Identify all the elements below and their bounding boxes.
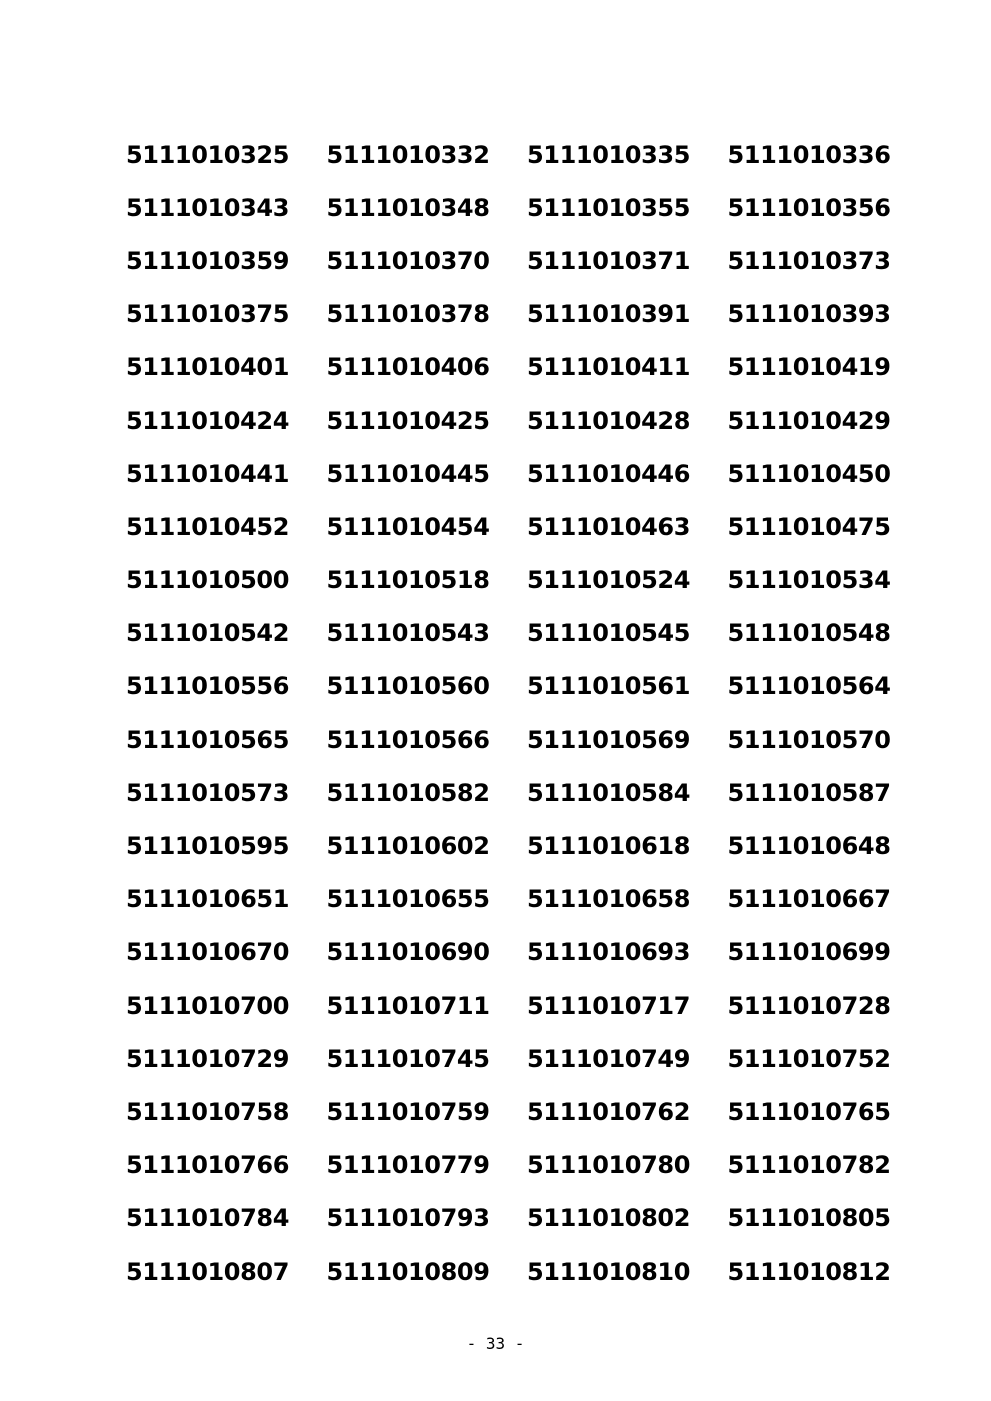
number-cell: 5111010711 bbox=[326, 991, 490, 1020]
number-cell: 5111010690 bbox=[326, 938, 490, 967]
number-row bbox=[126, 660, 891, 713]
number-cell: 5111010582 bbox=[326, 778, 490, 807]
number-cell: 5111010667 bbox=[727, 885, 891, 914]
number-cell: 5111010411 bbox=[527, 353, 690, 382]
number-cell: 5111010556 bbox=[126, 672, 289, 701]
number-row bbox=[126, 873, 891, 926]
number-cell: 5111010782 bbox=[727, 1151, 891, 1180]
number-cell: 5111010717 bbox=[527, 991, 690, 1020]
number-cell: 5111010375 bbox=[126, 300, 289, 329]
number-row bbox=[126, 1032, 891, 1085]
number-cell: 5111010807 bbox=[126, 1257, 289, 1286]
number-row bbox=[126, 1192, 891, 1245]
number-cell: 5111010561 bbox=[527, 672, 690, 701]
number-cell: 5111010573 bbox=[126, 778, 289, 807]
number-grid bbox=[126, 128, 891, 1298]
number-cell: 5111010450 bbox=[727, 459, 891, 488]
number-cell: 5111010802 bbox=[527, 1204, 690, 1233]
number-cell: 5111010500 bbox=[126, 566, 289, 595]
number-cell: 5111010524 bbox=[527, 566, 690, 595]
number-cell: 5111010429 bbox=[727, 406, 891, 435]
number-cell: 5111010648 bbox=[727, 832, 891, 861]
number-cell: 5111010355 bbox=[527, 193, 690, 222]
page-number: - 33 - bbox=[466, 1334, 525, 1353]
number-cell: 5111010762 bbox=[527, 1097, 690, 1126]
number-cell: 5111010560 bbox=[326, 672, 490, 701]
number-cell: 5111010428 bbox=[527, 406, 690, 435]
number-row bbox=[126, 554, 891, 607]
number-cell: 5111010452 bbox=[126, 512, 289, 541]
number-row bbox=[126, 181, 891, 234]
number-cell: 5111010393 bbox=[727, 300, 891, 329]
number-cell: 5111010406 bbox=[326, 353, 490, 382]
number-cell: 5111010759 bbox=[326, 1097, 490, 1126]
number-cell: 5111010805 bbox=[727, 1204, 891, 1233]
number-cell: 5111010758 bbox=[126, 1097, 289, 1126]
number-cell: 5111010587 bbox=[727, 778, 891, 807]
number-row bbox=[126, 500, 891, 553]
number-cell: 5111010784 bbox=[126, 1204, 289, 1233]
number-cell: 5111010424 bbox=[126, 406, 289, 435]
number-cell: 5111010655 bbox=[326, 885, 490, 914]
number-row bbox=[126, 979, 891, 1032]
number-row bbox=[126, 766, 891, 819]
number-row bbox=[126, 341, 891, 394]
number-cell: 5111010446 bbox=[527, 459, 690, 488]
number-cell: 5111010765 bbox=[727, 1097, 891, 1126]
number-cell: 5111010780 bbox=[527, 1151, 690, 1180]
number-cell: 5111010343 bbox=[126, 193, 289, 222]
number-cell: 5111010542 bbox=[126, 619, 289, 648]
number-cell: 5111010651 bbox=[126, 885, 289, 914]
number-cell: 5111010810 bbox=[527, 1257, 690, 1286]
number-cell: 5111010595 bbox=[126, 832, 289, 861]
number-cell: 5111010566 bbox=[326, 725, 490, 754]
number-row bbox=[126, 1139, 891, 1192]
number-cell: 5111010729 bbox=[126, 1044, 289, 1073]
number-cell: 5111010809 bbox=[326, 1257, 490, 1286]
number-row bbox=[126, 819, 891, 872]
number-cell: 5111010584 bbox=[527, 778, 690, 807]
number-cell: 5111010658 bbox=[527, 885, 690, 914]
number-cell: 5111010693 bbox=[527, 938, 690, 967]
number-row bbox=[126, 1085, 891, 1138]
number-row bbox=[126, 128, 891, 181]
number-cell: 5111010548 bbox=[727, 619, 891, 648]
number-row bbox=[126, 1245, 891, 1298]
number-cell: 5111010371 bbox=[527, 246, 690, 275]
number-cell: 5111010545 bbox=[527, 619, 690, 648]
number-cell: 5111010378 bbox=[326, 300, 490, 329]
number-cell: 5111010356 bbox=[727, 193, 891, 222]
number-cell: 5111010445 bbox=[326, 459, 490, 488]
number-cell: 5111010670 bbox=[126, 938, 289, 967]
number-cell: 5111010332 bbox=[326, 140, 490, 169]
number-cell: 5111010752 bbox=[727, 1044, 891, 1073]
number-row bbox=[126, 926, 891, 979]
number-cell: 5111010348 bbox=[326, 193, 490, 222]
number-cell: 5111010602 bbox=[326, 832, 490, 861]
number-cell: 5111010419 bbox=[727, 353, 891, 382]
number-cell: 5111010745 bbox=[326, 1044, 490, 1073]
number-cell: 5111010359 bbox=[126, 246, 289, 275]
number-cell: 5111010325 bbox=[126, 140, 289, 169]
number-cell: 5111010793 bbox=[326, 1204, 490, 1233]
number-cell: 5111010569 bbox=[527, 725, 690, 754]
number-row bbox=[126, 607, 891, 660]
number-cell: 5111010454 bbox=[326, 512, 490, 541]
number-cell: 5111010812 bbox=[727, 1257, 891, 1286]
number-cell: 5111010373 bbox=[727, 246, 891, 275]
number-cell: 5111010463 bbox=[527, 512, 690, 541]
number-cell: 5111010779 bbox=[326, 1151, 490, 1180]
number-cell: 5111010565 bbox=[126, 725, 289, 754]
number-cell: 5111010336 bbox=[727, 140, 891, 169]
number-cell: 5111010570 bbox=[727, 725, 891, 754]
number-cell: 5111010425 bbox=[326, 406, 490, 435]
number-cell: 5111010699 bbox=[727, 938, 891, 967]
number-cell: 5111010534 bbox=[727, 566, 891, 595]
number-row bbox=[126, 713, 891, 766]
number-cell: 5111010700 bbox=[126, 991, 289, 1020]
number-cell: 5111010401 bbox=[126, 353, 289, 382]
number-cell: 5111010518 bbox=[326, 566, 490, 595]
number-row bbox=[126, 394, 891, 447]
number-row bbox=[126, 288, 891, 341]
number-row bbox=[126, 234, 891, 287]
number-cell: 5111010749 bbox=[527, 1044, 690, 1073]
number-cell: 5111010391 bbox=[527, 300, 690, 329]
number-cell: 5111010335 bbox=[527, 140, 690, 169]
number-cell: 5111010475 bbox=[727, 512, 891, 541]
number-cell: 5111010618 bbox=[527, 832, 690, 861]
number-row bbox=[126, 447, 891, 500]
number-cell: 5111010728 bbox=[727, 991, 891, 1020]
number-cell: 5111010543 bbox=[326, 619, 490, 648]
number-cell: 5111010564 bbox=[727, 672, 891, 701]
number-cell: 5111010766 bbox=[126, 1151, 289, 1180]
number-cell: 5111010370 bbox=[326, 246, 490, 275]
number-cell: 5111010441 bbox=[126, 459, 289, 488]
